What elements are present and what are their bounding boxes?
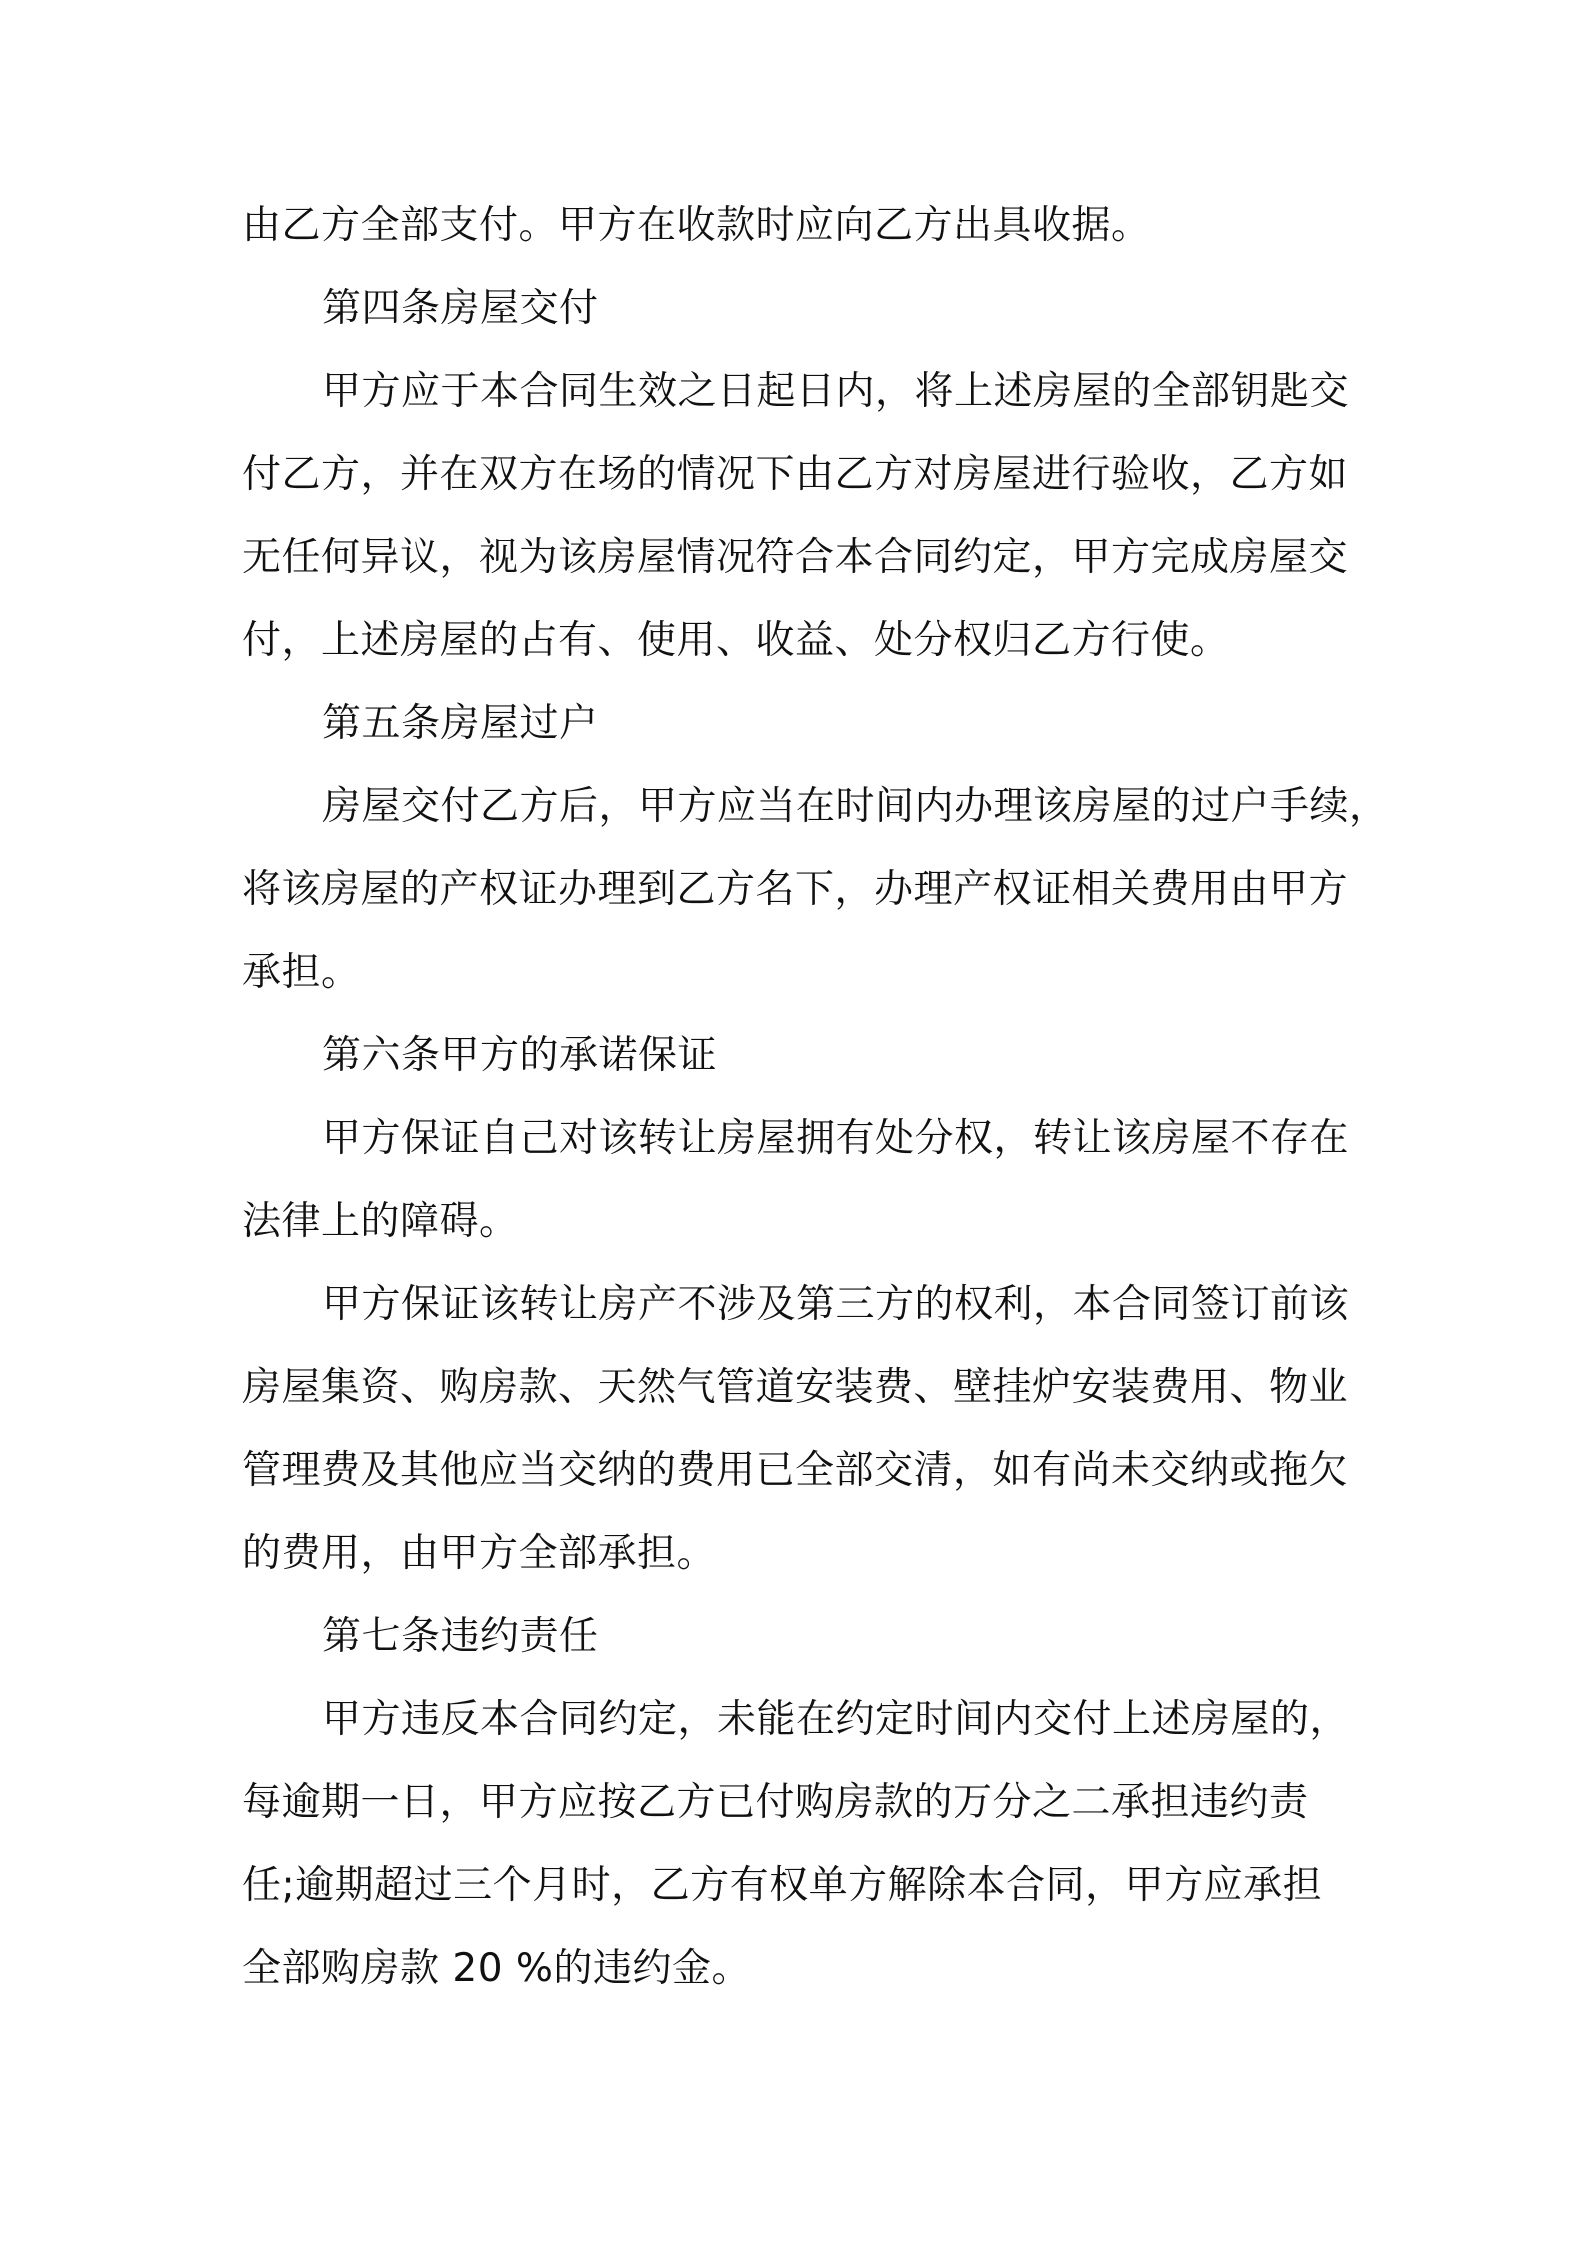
paragraph-line: 甲方保证该转让房产不涉及第三方的权利，本合同签订前该 [322,1282,1350,1327]
paragraph-line: 甲方违反本合同约定，未能在约定时间内交付上述房屋的， [322,1697,1350,1742]
article-heading-4: 第四条房屋交付 [322,286,599,331]
article-heading-5: 第五条房屋过户 [322,701,599,746]
paragraph-line: 甲方保证自己对该转让房屋拥有处分权，转让该房屋不存在 [322,1116,1350,1161]
paragraph-line: 付乙方，并在双方在场的情况下由乙方对房屋进行验收，乙方如 [242,452,1349,497]
paragraph-line: 每逾期一日，甲方应按乙方已付购房款的万分之二承担违约责 [242,1780,1309,1825]
paragraph-line: 的费用，由甲方全部承担。 [242,1531,717,1576]
article-heading-6: 第六条甲方的承诺保证 [322,1033,718,1078]
paragraph-line: 房屋交付乙方后，甲方应当在时间内办理该房屋的过户手续， [322,784,1389,829]
paragraph-line: 无任何异议，视为该房屋情况符合本合同约定，甲方完成房屋交 [242,535,1349,580]
paragraph-line: 法律上的障碍。 [242,1199,519,1244]
paragraph-line: 将该房屋的产权证办理到乙方名下，办理产权证相关费用由甲方 [242,867,1349,912]
paragraph-line: 承担。 [242,950,361,995]
paragraph-line: 全部购房款 20 %的违约金。 [242,1946,751,1991]
paragraph-line: 任;逾期超过三个月时，乙方有权单方解除本合同，甲方应承担 [242,1863,1323,1908]
paragraph-line: 管理费及其他应当交纳的费用已全部交清，如有尚未交纳或拖欠 [242,1448,1349,1493]
paragraph-line: 由乙方全部支付。甲方在收款时应向乙方出具收据。 [242,203,1151,248]
paragraph-line: 付，上述房屋的占有、使用、收益、处分权归乙方行使。 [242,618,1230,663]
paragraph-line: 房屋集资、购房款、天然气管道安装费、壁挂炉安装费用、物业 [242,1365,1349,1410]
paragraph-line: 甲方应于本合同生效之日起日内，将上述房屋的全部钥匙交 [322,369,1350,414]
article-heading-7: 第七条违约责任 [322,1614,599,1659]
